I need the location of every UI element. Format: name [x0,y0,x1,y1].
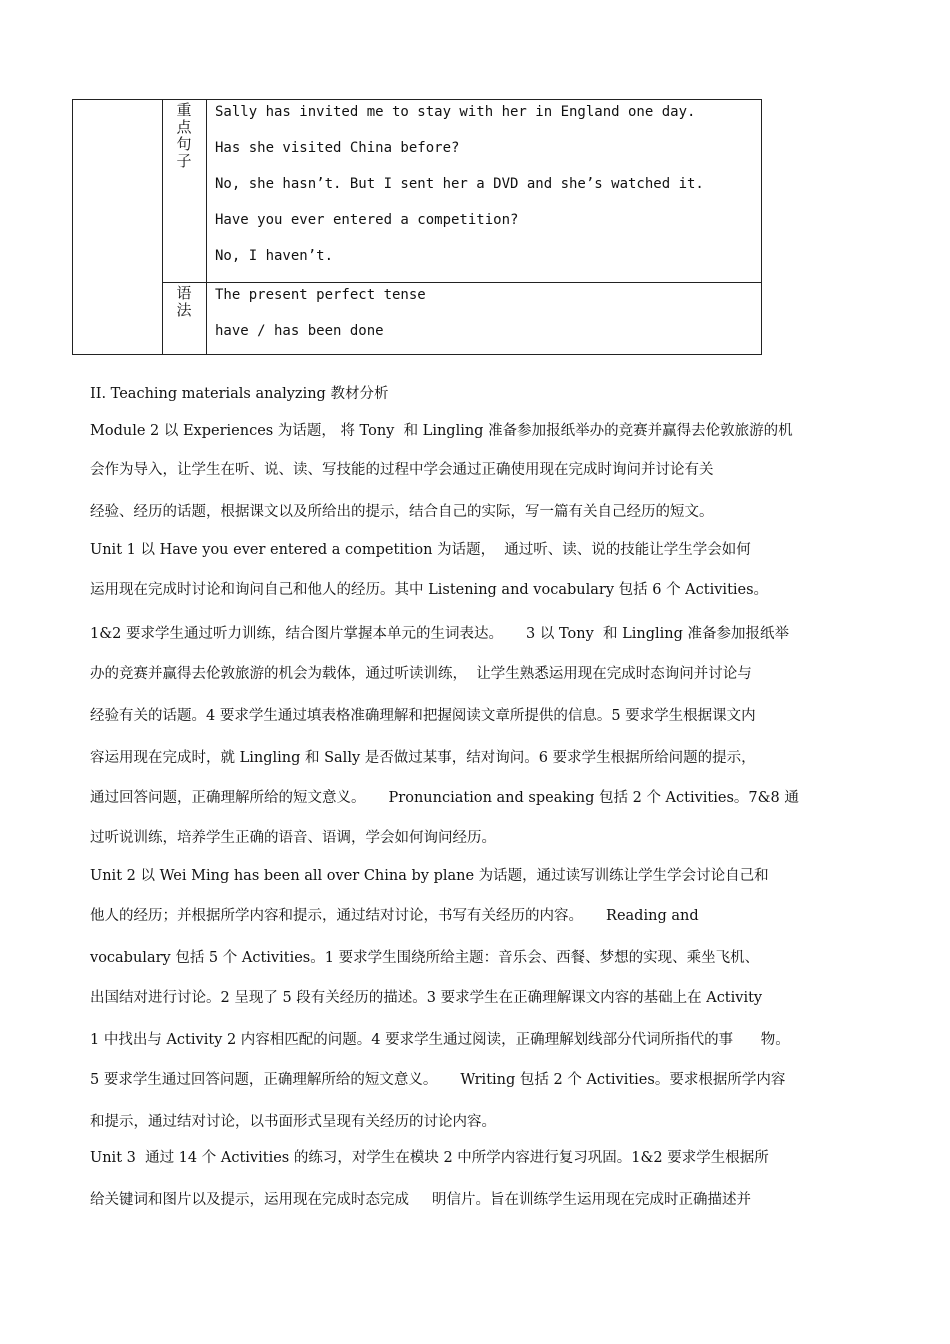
sentence-3: No, she hasn’t. But I sent her a DVD and she’s watched it. [215,176,704,192]
grammar-1: The present perfect tense [215,287,426,303]
info-table [72,99,762,355]
text-line: 过听说训练，培养学生正确的语音、语调，学会如何询问经历。 [90,830,496,846]
grammar-2: have / has been done [215,323,384,339]
text-line: 办的竞赛并赢得去伦敦旅游的机会为载体，通过听读训练， 让学生熟悉运用现在完成时态询问并讨论与 [90,666,752,682]
text-line: 1&2 要求学生通过听力训练，结合图片掌握本单元的生词表达。 3 以 Tony 和 Lingling 准备参加报纸举 [90,626,789,642]
label-key-sentences: 重 点 句 子 [176,101,192,170]
text-line: 1 中找出与 Activity 2 内容相匹配的问题。4 要求学生通过阅读，正确理解划线部分代词所指代的事 物。 [90,1032,790,1048]
text-line: 给关键词和图片以及提示，运用现在完成时态完成 明信片。旨在训练学生运用现在完成时正确描述并 [90,1192,752,1208]
section-heading: II. Teaching materials analyzing 教材分析 [90,386,389,402]
text-line: Unit 2 以 Wei Ming has been all over China by plane 为话题，通过读写训练让学生学会讨论自己和 [90,868,769,884]
label-grammar: 语 法 [176,284,192,319]
text-line: 5 要求学生通过回答问题，正确理解所给的短文意义。 Writing 包括 2 个 Activities。要求根据所学内容 [90,1072,786,1088]
text-line: 经验、经历的话题，根据课文以及所给出的提示，结合自己的实际，写一篇有关自己经历的短文。 [90,504,714,520]
text-line: Unit 3 通过 14 个 Activities 的练习，对学生在模块 2 中所学内容进行复习巩固。1&2 要求学生根据所 [90,1150,769,1166]
sentence-5: No, I haven’t. [215,248,334,264]
text-line: 他人的经历；并根据所学内容和提示，通过结对讨论，书写有关经历的内容。 Reading and [90,908,699,924]
text-line: 通过回答问题，正确理解所给的短文意义。 Pronunciation and speaking 包括 2 个 Activities。7&8 通 [90,790,799,806]
text-line: 经验有关的话题。4 要求学生通过填表格准确理解和把握阅读文章所提供的信息。5 要求学生根据课文内 [90,708,756,724]
table-row-divider [162,282,761,283]
text-line: Unit 1 以 Have you ever entered a competition 为话题， 通过听、读、说的技能让学生学会如何 [90,542,751,558]
text-line: Module 2 以 Experiences 为话题， 将 Tony 和 Lingling 准备参加报纸举办的竞赛并赢得去伦敦旅游的机 [90,423,793,439]
text-line: 容运用现在完成时，就 Lingling 和 Sally 是否做过某事，结对询问。6 要求学生根据所给问题的提示， [90,750,756,766]
text-line: 运用现在完成时讨论和询问自己和他人的经历。其中 Listening and vocabulary 包括 6 个 Activities。 [90,582,769,598]
text-line: vocabulary 包括 5 个 Activities。1 要求学生围绕所给主题：音乐会、西餐、梦想的实现、乘坐飞机、 [90,950,760,966]
sentence-1: Sally has invited me to stay with her in England one day. [215,104,696,120]
sentence-2: Has she visited China before? [215,140,460,156]
text-line: 和提示，通过结对讨论，以书面形式呈现有关经历的讨论内容。 [90,1114,496,1130]
table-empty-column [73,100,163,354]
sentence-4: Have you ever entered a competition? [215,212,519,228]
text-line: 会作为导入，让学生在听、说、读、写技能的过程中学会通过正确使用现在完成时询问并讨论有关 [90,462,714,478]
text-line: 出国结对进行讨论。2 呈现了 5 段有关经历的描述。3 要求学生在正确理解课文内容的基础上在 Activity [90,990,763,1006]
